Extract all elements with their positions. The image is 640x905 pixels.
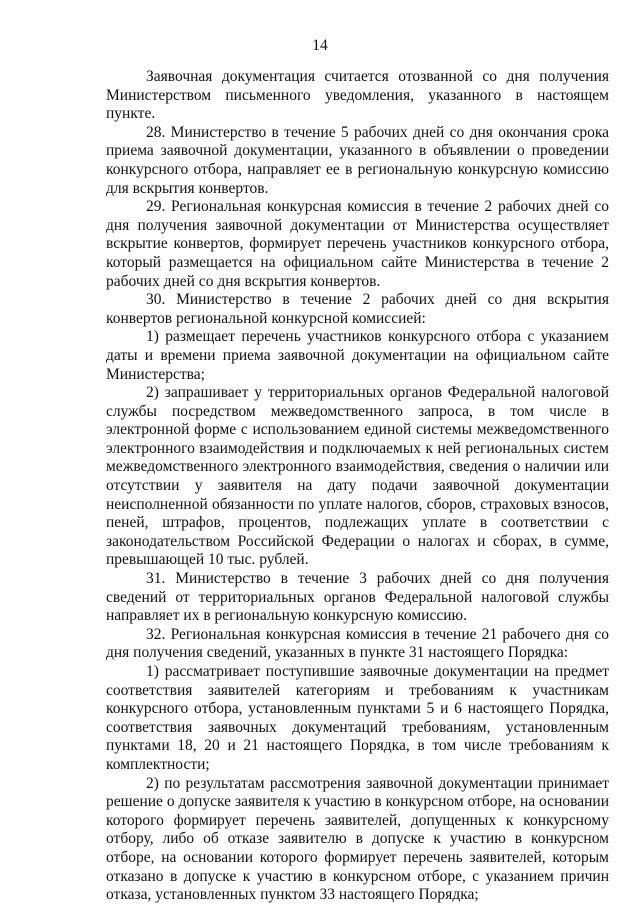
page-number: 14 xyxy=(312,37,328,54)
paragraph-29: 29. Региональная конкурсная комиссия в течение 2 рабочих дней со дня получения заявочной документации от Министерства осуществляет вскрытие конвертов, формирует перечень участников конкурсного отбора, который размещается на официальном сайте Министерства в течение 2 рабочих дней со дня вскрытия конвертов. xyxy=(106,198,609,290)
paragraph-30: 30. Министерство в течение 2 рабочих дней со дня вскрытия конвертов региональной конкурсной комиссией: xyxy=(106,291,609,327)
paragraph-30-item-1: 1) размещает перечень участников конкурсного отбора с указанием даты и времени приема заявочной документации на официальном сайте Министерства; xyxy=(106,328,609,383)
paragraph-withdrawal: Заявочная документация считается отозванной со дня получения Министерством письменного уведомления, указанного в настоящем пункте. xyxy=(106,68,609,123)
paragraph-28: 28. Министерство в течение 5 рабочих дней со дня окончания срока приема заявочной документации, указанного в объявлении о проведении конкурсного отбора, направляет ее в региональную конкурсную комиссию для вскрытия конвертов. xyxy=(106,123,609,197)
paragraph-30-item-2: 2) запрашивает у территориальных органов Федеральной налоговой службы посредством межведомственного запроса, в том числе в электронной форме с использованием единой системы межведомственного электронного взаимодействия и подключаемых к ней региональных систем межведомственного электронного взаимодействия, сведения о наличии или отсутствии у заявителя на дату подачи заявочной документации неисполненной обязанности по уплате налогов, сборов, страховых взносов, пеней, штрафов, процентов, подлежащих уплате в соответствии с законодательством Российской Федерации о налогах и сборах, в сумме, превышающей 10 тыс. рублей. xyxy=(106,384,609,569)
paragraph-31: 31. Министерство в течение 3 рабочих дней со дня получения сведений от территориальных органов Федеральной налоговой службы направляет их в региональную конкурсную комиссию. xyxy=(106,570,609,625)
paragraph-32: 32. Региональная конкурсная комиссия в течение 21 рабочего дня со дня получения сведений, указанных в пункте 31 настоящего Порядка: xyxy=(106,625,609,662)
paragraph-32-item-1: 1) рассматривает поступившие заявочные документации на предмет соответствия заявителей категориям и требованиям к участникам конкурсного отбора, установленным пунктами 5 и 6 настоящего Порядка, соответствия заявочных документаций требованиям, установленным пунктами 18, 20 и 21 настоящего Порядка, в том числе требованиям к комплектности; xyxy=(106,663,609,773)
paragraph-32-item-2: 2) по результатам рассмотрения заявочной документации принимает решение о допуске заявителя к участию в конкурсном отборе, на основании которого формирует перечень заявителей, допущенных к конкурсному отбору, либо об отказе заявителю в допуске к участию в конкурсном отборе, на основании которого формирует перечень заявителей, которым отказано в допуске к участию в конкурсном отборе, с указанием причин отказа, установленных пунктом 33 настоящего Порядка; xyxy=(106,774,609,904)
document-body xyxy=(106,68,609,905)
